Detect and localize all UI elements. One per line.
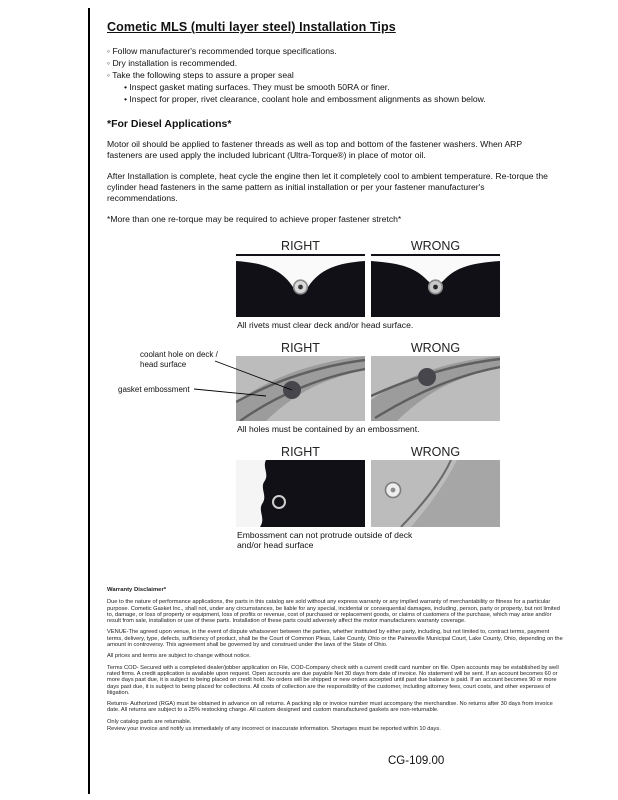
rivet-diagram-pair [236,254,500,317]
left-margin-rule [88,8,90,794]
diesel-applications-heading: *For Diesel Applications* [107,118,232,130]
right-wrong-header [236,239,500,253]
hole-diagram-pair [118,350,500,421]
retorque-note: *More than one re-torque may be required to achieve proper fastener stretch* [107,214,402,224]
diagram-section [118,239,500,550]
rivet-caption: All rivets must clear deck and/or head surface. [237,320,414,330]
warranty-paragraph-catalog: Only catalog parts are returnable. [107,718,192,725]
diagram-row-rivets [236,239,500,330]
warranty-paragraph-invoice: Review your invoice and notify us immediately of any incorrect or inaccurate information. Shortages must be reported within 10 days. [107,726,441,733]
gasket-embossment-callout: gasket embossment [118,385,190,394]
embossment-wrong-diagram [371,460,500,527]
wrong-label: WRONG [410,239,461,253]
page-content [107,20,561,737]
warranty-paragraph-terms: Terms COD- Secured with a completed dealer/jobber application on File, COD-Company check with a current credit card number on file. Open accounts may be established by well rated firms. A credit application is available upon request. Open accounts are due payable Net 30 days from date of invoice. No statement will be sent. If an account becomes 60 or more days past due, it is subject to being placed on credit hold. No orders will be shipped or new orders accepted until past due balance is paid. If an account becomes 90 or more days past due, it is subject to being placed for collections. All costs of collection are the responsibility of the customer, including attorney fees, court costs, and other expenses of litigation. [107,664,559,696]
tip-item-proper-seal: ◦ Take the following steps to assure a proper seal [107,69,561,81]
tips-list [107,45,561,105]
diesel-paragraph-oil: Motor oil should be applied to fastener threads as well as top and bottom of the fastener washers. When ARP fasteners are used apply the included lubricant (Ultra-Torque®) in place of motor oil. [107,139,522,160]
warranty-paragraph-prices: All prices and terms are subject to change without notice. [107,653,251,660]
page-number: CG-109.00 [388,755,445,767]
wrong-label: WRONG [410,445,461,459]
diagram-row-holes [118,341,500,434]
tip-subitem-alignments: • Inspect for proper, rivet clearance, coolant hole and embossment alignments as shown below. [124,93,561,105]
tip-item-dry-install: ◦ Dry installation is recommended. [107,57,561,69]
warranty-disclaimer-section [107,587,563,732]
tip-item-torque: ◦ Follow manufacturer's recommended torque specifications. [107,45,561,57]
rivet-clearance-right-diagram [236,254,365,317]
right-label: RIGHT [281,239,320,253]
wrong-label: WRONG [410,341,461,355]
right-label: RIGHT [281,445,320,459]
warranty-heading: Warranty Disclaimer* [107,587,167,593]
warranty-paragraph-venue: VENUE-The agreed upon venue, in the event of dispute whatsoever between the parties, whether instituted by either party, including, but not limited to, contract terms, payment terms, delivery, type, defects, sufficiency of product, shall be the Court of Common Pleas, Lake County, Ohio or the Painesville Municipal Court, Lake County, Ohio, depending on the amount in controversy. This agreement shall be governed by and construed under the laws of the State of Ohio. [107,629,563,649]
hole-contained-right-diagram [236,356,365,421]
embossment-diagram-pair [236,460,500,527]
page-title: Cometic MLS (multi layer steel) Installation Tips [107,20,396,34]
diagram-row-embossment [236,445,500,550]
right-wrong-header [236,445,500,459]
warranty-paragraph-returns: Returns- Authorized (RGA) must be obtained in advance on all returns. A packing slip or invoice number must accompany the merchandise. No returns after 30 days from invoice date. All returns are subject to a 25% restocking charge. All custom designed and custom manufactured gaskets are non-returnable. [107,701,553,714]
warranty-paragraph-liability: Due to the nature of performance applications, the parts in this catalog are sold without any express warranty or any implied warranty of merchantability or fitness for a particular purpose. Cometic Gasket Inc., shall not, under any circumstances, be liable for any special, incidental or consequential damages, including, person, party or property, but not limited to, damage, or loss of property or equipment, loss of profits or revenue, cost of purchased or replacement goods, or claims of customers of the purchase, which may arise and/or result from sale, installation or use of these parts. Installation of these parts could adversely affect the motor manufacturers warranty coverage. [107,599,560,625]
rivet-clearance-wrong-diagram [371,254,500,317]
embossment-right-diagram [236,460,365,527]
hole-caption: All holes must be contained by an embossment. [237,424,420,434]
coolant-hole-callout: coolant hole on deck / head surface [140,350,218,369]
tip-subitem-mating-surfaces: • Inspect gasket mating surfaces. They must be smooth 50RA or finer. [124,81,561,93]
hole-contained-wrong-diagram [371,356,500,421]
right-wrong-header [236,341,500,355]
diesel-paragraph-heat-cycle: After Installation is complete, heat cycle the engine then let it completely cool to ambient temperature. Re-torque the cylinder head fasteners in the same pattern as initial installation or per your fastener manufacturer's recommendations. [107,171,548,203]
right-label: RIGHT [281,341,320,355]
embossment-caption: Embossment can not protrude outside of deck and/or head surface [237,530,413,550]
